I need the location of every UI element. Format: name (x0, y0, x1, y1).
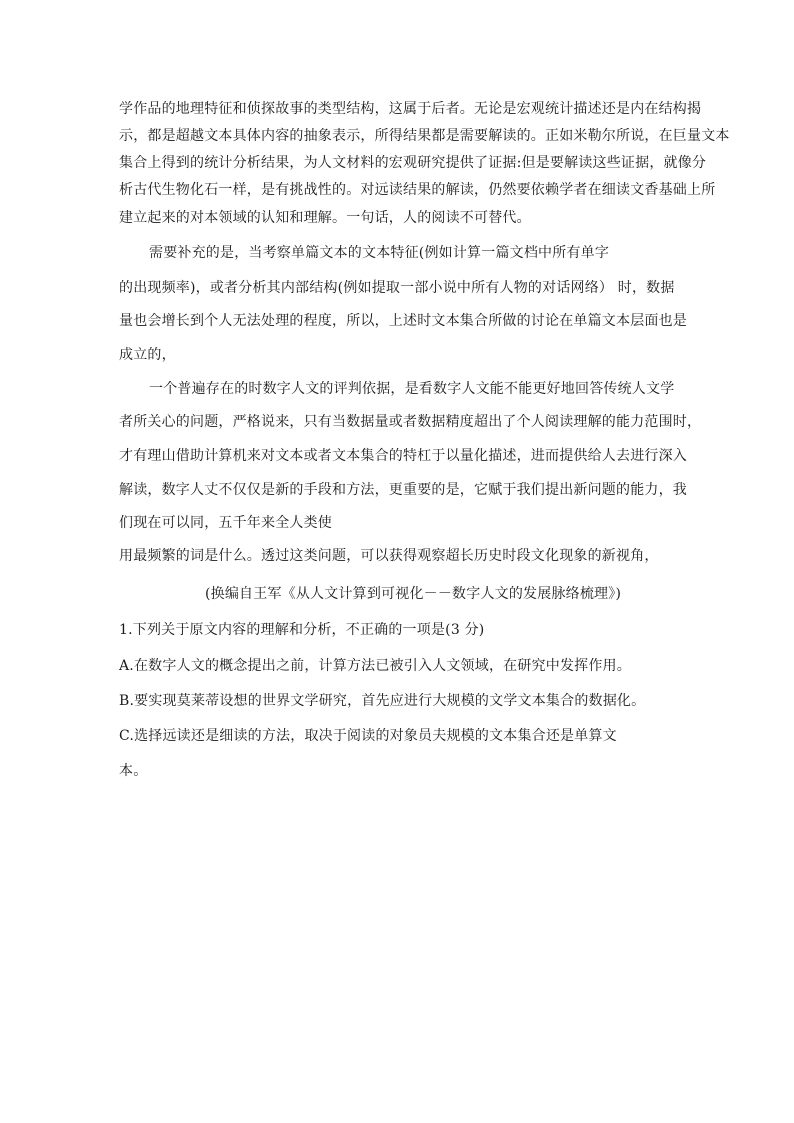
paragraph-3-line-2: 者所关心的问题，严格说来，只有当数据量或者数据精度超出了个人阅读理解的能力范围时， (119, 414, 702, 430)
source-citation: (换编自王军《从人文计算到可视化－－数字人文的发展脉络梳理》) (205, 586, 622, 602)
paragraph-1-line-2: 示，都是超越文本具体内容的抽象表示，所得结果都是需要解读的。正如米勒尔所说，在巨量文本 (119, 128, 730, 144)
paragraph-3-line-5: 们现在可以同，五千年来全人类使 (119, 515, 332, 531)
paragraph-2-line-2: 的出现频率)，或者分析其内部结构(例如提取一部小说中所有人物的对话网络） 时，数据 (119, 280, 675, 296)
paragraph-2-line-1: 需要补充的是，当考察单篇文本的文本特征(例如计算一篇文档中所有单字 (149, 245, 610, 261)
paragraph-1-line-4: 析古代生物化石一样，是有挑战性的。对远读结果的解读，仍然要依赖学者在细读文香基础上所 (119, 182, 716, 198)
paragraph-2-line-4: 成立的， (119, 347, 176, 363)
option-a: A.在数字人文的概念提出之前，计算方法已被引入人文领域，在研究中发挥作用。 (119, 658, 631, 674)
option-b: B.要实现莫莱蒂设想的世界文学研究，首先应进行大规模的文学文本集合的数据化。 (119, 693, 646, 709)
paragraph-1-line-5: 建立起来的对本领域的认知和理解。一句话，人的阅读不可替代。 (119, 210, 531, 226)
question-stem: 1.下列关于原文内容的理解和分析，不正确的一项是(3 分) (119, 622, 485, 638)
option-c-line-1: C.选择远读还是细读的方法，取决于阅读的对象员夫规模的文本集合还是单算文 (119, 728, 617, 744)
paragraph-3-line-3: 才有理山借助计算机来对文本或者文本集合的特杠于以量化描述，进而提供给人去进行深入 (119, 448, 687, 464)
paragraph-3-line-6: 用最频繁的词是什么。透过这类问题，可以获得观察超长历史时段文化现象的新视角， (119, 548, 659, 564)
paragraph-1-line-1: 学作品的地理特征和侦探故事的类型结构，这属于后者。无论是宏观统计描述还是内在结构揭 (119, 101, 702, 117)
paragraph-2-line-3: 量也会增长到个人无法处理的程度，所以，上述时文本集合所做的讨论在单篇文本层面也是 (119, 313, 687, 329)
paragraph-1-line-3: 集合上得到的统计分析结果，为人文材料的宏观研究提供了证据:但是要解读这些证据，就像分 (119, 155, 707, 171)
paragraph-3-line-1: 一个普遍存在的时数字人文的评判依据，是看数字人文能不能更好地回答传统人文学 (149, 381, 675, 397)
option-c-line-2: 本。 (119, 763, 148, 779)
paragraph-3-line-4: 解读，数字人丈不仅仅是新的手段和方法，更重要的是，它赋于我们提出新问题的能力，我 (119, 482, 687, 498)
